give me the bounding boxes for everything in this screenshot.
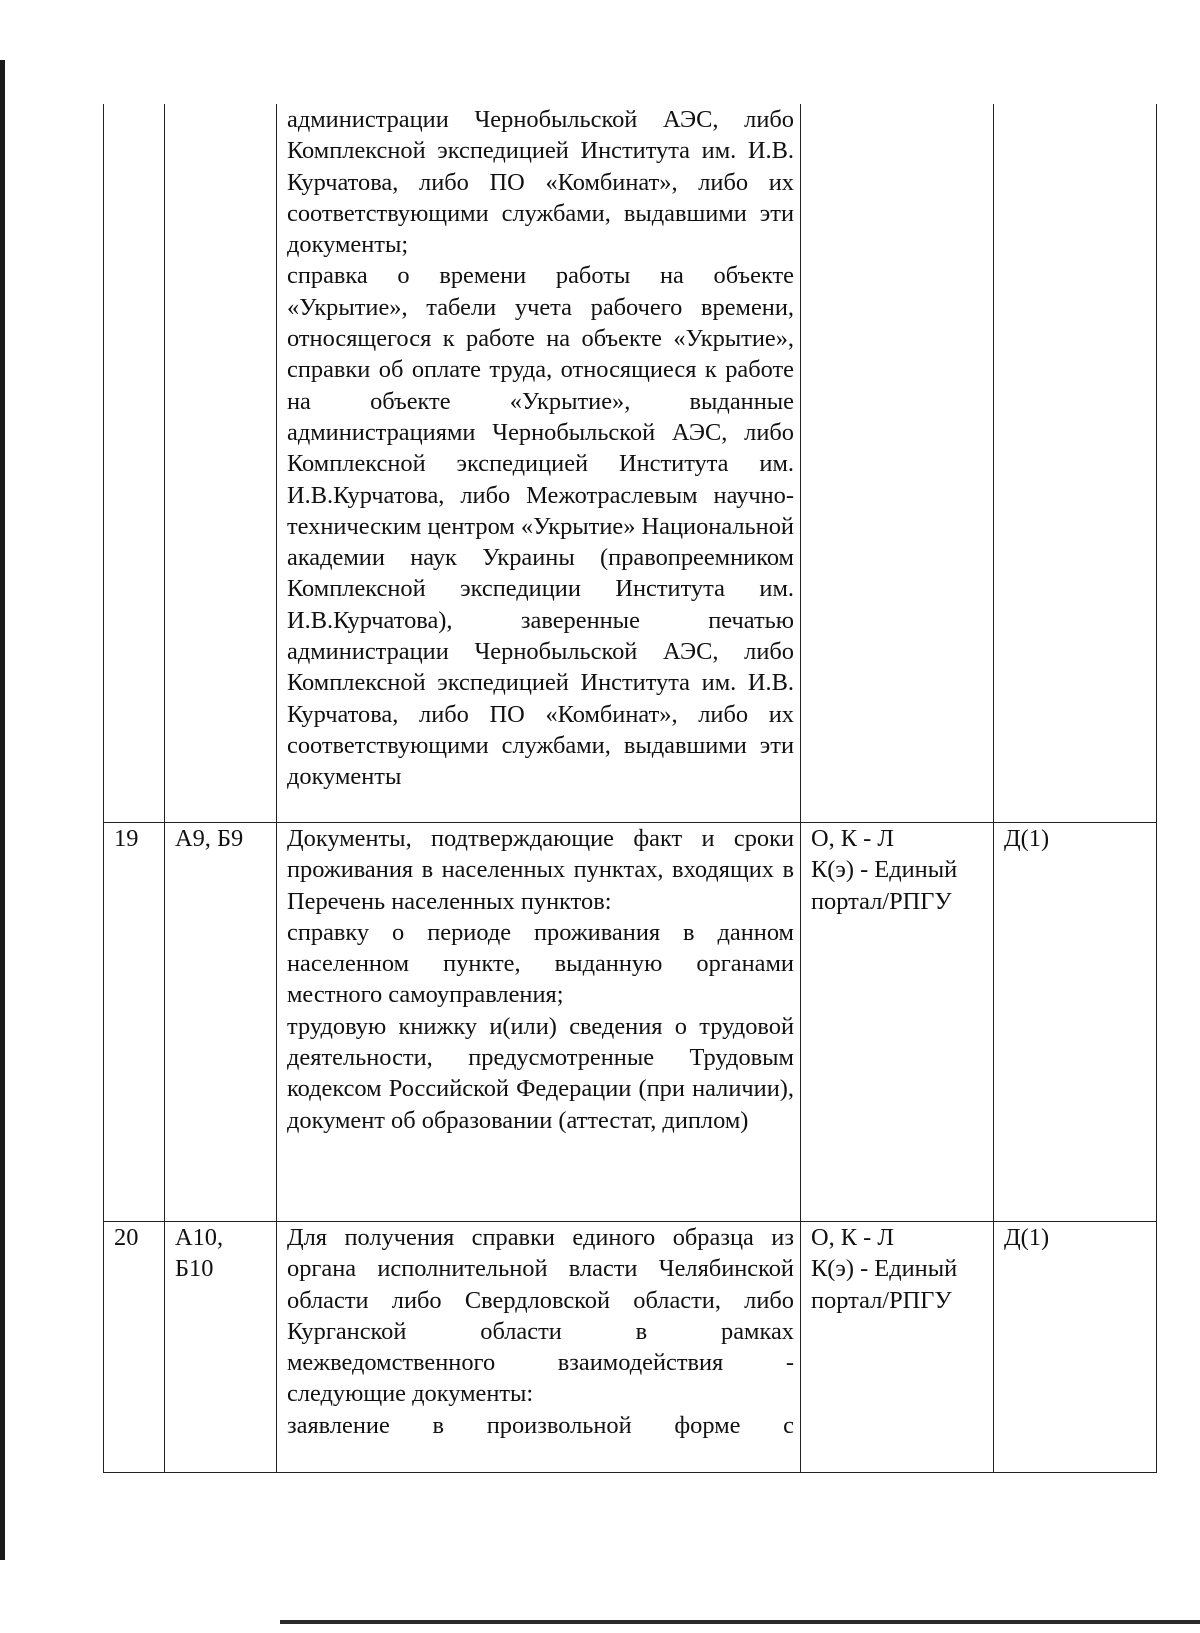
description-paragraph: справку о периоде проживания в данном населенном пункте, выданную органами местного самоуправления; [287, 918, 794, 1009]
row-number-cell: 20 [104, 1222, 165, 1473]
row-result-cell: Д(1) [994, 1222, 1157, 1473]
row-method-cell [801, 1222, 994, 1473]
method-line: портал/РПГУ [811, 1286, 952, 1314]
row-codes-cell [165, 104, 277, 823]
scan-edge-left [0, 60, 5, 1560]
description-paragraph: трудовую книжку и(или) сведения о трудовой деятельности, предусмотренные Трудовым кодексом Российской Федерации (при наличии), документ об образовании (аттестат, диплом) [287, 1012, 794, 1134]
row-result-cell [994, 104, 1157, 823]
row-codes-cell: А10, Б10 [165, 1222, 277, 1473]
table-row-20 [104, 1222, 1157, 1473]
documents-table [103, 104, 1157, 1473]
table-row-continuation [104, 104, 1157, 823]
description-paragraph: администрации Чернобыльской АЭС, либо Комплексной экспедицией Института им. И.В. Курчатова, либо ПО «Комбинат», либо их соответствующими службами, выдавшими эти документы; [287, 106, 794, 259]
row-codes-cell: А9, Б9 [165, 823, 277, 1222]
row-description-cell [277, 1222, 801, 1473]
method-line: К(э) - Единый [811, 856, 958, 884]
row-method-cell [801, 104, 994, 823]
description-paragraph: справка о времени работы на объекте «Укрытие», табели учета рабочего времени, относящегося к работе на объекте «Укрытие», справки об оплате труда, относящиеся к работе на объекте «Укрытие», выданные администрациями Чернобыльской АЭС, либо Комплексной экспедицией Института им. И.В.Курчатова, либо Межотраслевым научно-техническим центром «Укрытие» Национальной академии наук Украины (правопреемником Комплексной экспедиции Института им. И.В.Курчатова), заверенные печатью администрации Чернобыльской АЭС, либо Комплексной экспедицией Института им. И.В. Курчатова, либо ПО «Комбинат», либо их соответствующими службами, выдавшими эти документы [287, 262, 794, 791]
method-line: К(э) - Единый [811, 1255, 958, 1283]
description-paragraph: Для получения справки единого образца из органа исполнительной власти Челябинской области либо Свердловской области, либо Курганской области в рамках межведомственного взаимодействия - следующие документы: [287, 1224, 794, 1408]
description-paragraph: Документы, подтверждающие факт и сроки проживания в населенных пунктах, входящих в Перечень населенных пунктов: [287, 825, 794, 915]
row-description-cell [277, 823, 801, 1222]
method-line: О, К - Л [811, 1224, 894, 1251]
table-row-19 [104, 823, 1157, 1222]
scan-edge-bottom [280, 1620, 1200, 1624]
description-paragraph: заявление в произвольной форме с [287, 1411, 794, 1439]
method-line: О, К - Л [811, 825, 894, 852]
row-method-cell [801, 823, 994, 1222]
row-number-cell [104, 104, 165, 823]
row-result-cell: Д(1) [994, 823, 1157, 1222]
row-description-cell [277, 104, 801, 823]
row-number-cell: 19 [104, 823, 165, 1222]
method-line: портал/РПГУ [811, 887, 952, 915]
